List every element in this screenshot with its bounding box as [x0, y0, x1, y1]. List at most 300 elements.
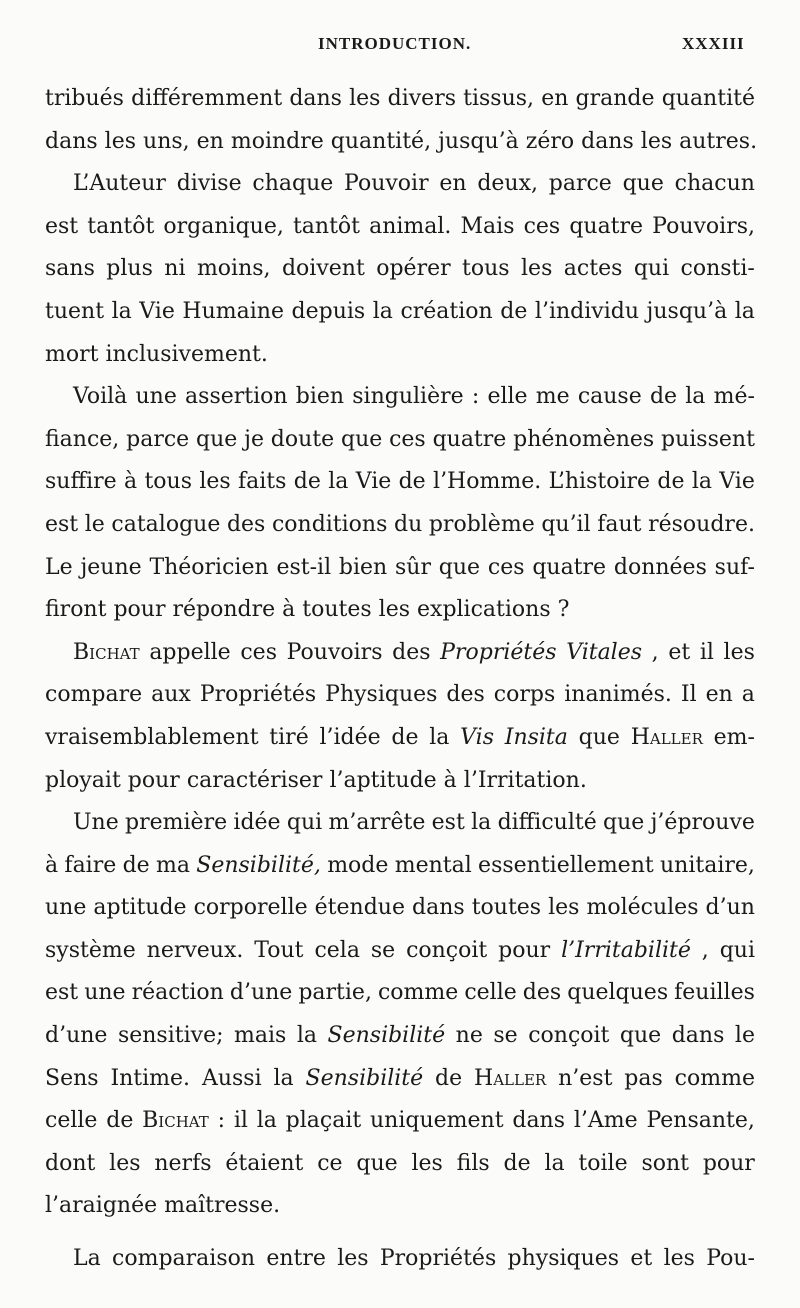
word: L’Auteur — [73, 171, 166, 197]
word: l’idée — [319, 724, 381, 750]
word: la — [328, 469, 349, 495]
word: jusqu’à — [438, 128, 519, 154]
word: doivent — [281, 256, 365, 282]
word: deux, — [477, 171, 538, 197]
word: bien — [338, 554, 388, 580]
word: L’histoire — [548, 469, 651, 495]
word: zéro — [525, 128, 575, 154]
word: résoudre. — [648, 511, 755, 537]
word: Haller — [474, 1065, 547, 1091]
word: des — [392, 639, 431, 665]
word: Voilà — [73, 384, 128, 410]
word: l’Ame — [573, 1108, 638, 1134]
word: conçoit — [406, 937, 488, 963]
word: pas — [624, 1065, 663, 1091]
word: Sensibilité — [327, 1023, 446, 1049]
word: l’araignée — [45, 1193, 158, 1219]
word: quantité, — [330, 128, 432, 154]
word: chacun — [674, 171, 755, 197]
word: tissus, — [463, 86, 535, 111]
word: Haller — [630, 724, 703, 750]
word: dans — [671, 1023, 725, 1049]
word: la — [691, 469, 712, 495]
word: em- — [713, 724, 755, 750]
word: Sens — [45, 1065, 99, 1091]
word: sûr — [395, 554, 431, 580]
word: étaient — [225, 1150, 304, 1176]
word: parce — [126, 426, 190, 452]
word: assertion — [185, 384, 288, 410]
word: Vie — [719, 469, 755, 495]
word: maîtresse. — [164, 1193, 281, 1219]
word: tuent — [45, 298, 105, 324]
word: qu’il — [541, 511, 591, 537]
word: l’Irritation. — [463, 767, 587, 793]
word: Physiques — [325, 682, 438, 708]
word: Théoricien — [149, 554, 269, 580]
text-line — [45, 121, 758, 164]
word: le — [84, 511, 105, 537]
word: Pouvoirs — [286, 639, 383, 665]
word: uns, — [143, 128, 190, 154]
word: les — [337, 1246, 369, 1272]
word: ni — [164, 256, 186, 282]
word: pour — [113, 597, 166, 623]
word: toutes — [302, 597, 372, 623]
text-line — [45, 760, 755, 803]
word: inanimés. — [564, 682, 672, 708]
word: les — [640, 128, 673, 154]
word: ne — [455, 1023, 483, 1049]
word: quantité — [661, 86, 755, 111]
word: consti- — [680, 256, 755, 282]
word: que — [356, 1150, 398, 1176]
word: comme — [674, 1065, 755, 1091]
word: suf- — [714, 554, 755, 580]
word: les — [663, 1246, 695, 1272]
word: qui — [633, 256, 670, 282]
word: feuilles — [674, 980, 755, 1006]
word: que — [438, 554, 481, 580]
word: dans — [45, 128, 98, 154]
text-line — [45, 1100, 755, 1143]
word: Bichat — [73, 639, 140, 665]
text-line — [45, 1143, 755, 1186]
word: moins, — [196, 256, 271, 282]
word: entre — [266, 1246, 326, 1272]
word: mental — [394, 852, 472, 878]
word: les — [109, 1150, 141, 1176]
word: la — [429, 724, 450, 750]
running-head — [0, 30, 800, 60]
word: de — [503, 1150, 531, 1176]
word: se — [493, 1023, 518, 1049]
word: Propriétés — [379, 1246, 497, 1272]
word: mort — [45, 341, 99, 367]
word: nerfs — [154, 1150, 212, 1176]
word: les — [521, 256, 553, 282]
word: phénomènes — [513, 426, 655, 452]
word: que — [340, 426, 383, 452]
word: n’est — [558, 1065, 613, 1091]
word: le — [734, 1023, 755, 1049]
text-line — [45, 504, 755, 547]
word: et — [668, 639, 691, 665]
word: celle — [45, 1108, 98, 1134]
word: de — [649, 384, 678, 410]
word: qui — [719, 937, 755, 963]
word: vraisemblablement — [45, 724, 259, 750]
word: dans — [581, 128, 634, 154]
text-line — [45, 632, 755, 675]
word: est — [45, 511, 79, 537]
word: l’Irritabilité — [561, 937, 691, 963]
word: quatre — [532, 554, 607, 580]
text-line — [45, 547, 755, 590]
word: que — [622, 171, 664, 197]
word: dans — [289, 86, 342, 111]
word: ce — [317, 1150, 343, 1176]
word: en — [541, 86, 569, 111]
word: en — [196, 128, 224, 154]
word: des — [522, 980, 562, 1006]
word: : — [217, 1108, 226, 1134]
word: : — [471, 384, 480, 410]
word: cause — [577, 384, 642, 410]
word: Pouvoir — [344, 171, 429, 197]
text-line — [45, 674, 755, 717]
word: la — [296, 1023, 317, 1049]
word: je — [244, 426, 264, 452]
word: dont — [45, 1150, 96, 1176]
word: Insita — [504, 724, 568, 750]
word: il — [233, 1108, 248, 1134]
word: toile — [578, 1150, 628, 1176]
word: autres. — [679, 128, 758, 154]
word: du — [393, 511, 423, 537]
word: j’éprouve — [650, 810, 755, 836]
word: nerveux. — [146, 937, 244, 963]
word: compare — [45, 682, 143, 708]
word: quelques — [567, 980, 669, 1006]
text-line — [45, 1238, 755, 1281]
word: problème — [428, 511, 535, 537]
word: aux — [151, 682, 191, 708]
word: étendue — [314, 895, 405, 921]
word: une — [84, 980, 126, 1006]
word: tantôt — [292, 213, 360, 239]
word: grande — [575, 86, 655, 111]
word: ployait — [45, 767, 121, 793]
word: La — [73, 1246, 101, 1272]
word: Propriétés — [440, 639, 557, 665]
word: inclusivement. — [105, 341, 268, 367]
word: comme — [377, 980, 459, 1006]
word: suffire — [45, 469, 117, 495]
word: ces — [389, 426, 426, 452]
word: données — [613, 554, 707, 580]
word: l’Homme. — [433, 469, 542, 495]
text-line — [45, 248, 755, 291]
word: d’une — [45, 1023, 108, 1049]
word: mé- — [713, 384, 755, 410]
word: difficulté — [497, 810, 597, 836]
word: de — [106, 1108, 134, 1134]
word: à — [282, 597, 296, 623]
word: création — [400, 298, 493, 324]
word: tribués — [45, 86, 124, 111]
word: Tout — [254, 937, 304, 963]
word: Intime. — [110, 1065, 191, 1091]
word: explications — [417, 597, 551, 623]
word: corporelle — [193, 895, 308, 921]
word: se — [370, 937, 396, 963]
word: partie, — [298, 980, 372, 1006]
word: les — [411, 1150, 443, 1176]
word: sont — [641, 1150, 689, 1176]
word: réaction — [131, 980, 224, 1006]
word: Vie — [355, 469, 392, 495]
word: chaque — [252, 171, 334, 197]
word: Propriétés — [199, 682, 317, 708]
word: tous — [144, 469, 192, 495]
word: Vis — [460, 724, 494, 750]
text-line — [45, 419, 755, 462]
word: faits — [238, 469, 287, 495]
word: Pouvoirs, — [652, 213, 755, 239]
word: une — [135, 384, 177, 410]
word: la — [273, 1065, 294, 1091]
word: tous — [462, 256, 510, 282]
word: Vie — [139, 298, 175, 324]
word: est-il — [276, 554, 332, 580]
word: cela — [314, 937, 360, 963]
text-line — [45, 291, 755, 334]
word: est — [45, 213, 79, 239]
word: Le — [45, 554, 73, 580]
word: faire — [64, 852, 117, 878]
word: Une — [73, 810, 119, 836]
word: catalogue — [111, 511, 221, 537]
word: plaçait — [285, 1108, 362, 1134]
word: fiance, — [45, 426, 120, 452]
word: mais — [234, 1023, 287, 1049]
text-line — [45, 334, 755, 377]
word: de — [293, 469, 321, 495]
word: les — [349, 86, 381, 111]
word: est — [431, 810, 465, 836]
word: il — [699, 639, 714, 665]
word: ces — [240, 639, 277, 665]
word: des — [226, 511, 266, 537]
text-line — [45, 802, 755, 845]
word: me — [535, 384, 570, 410]
word: l’individu — [534, 298, 639, 324]
word: conçoit — [528, 1023, 610, 1049]
word: celle — [464, 980, 517, 1006]
word: parce — [548, 171, 612, 197]
word: essentiellement — [478, 852, 654, 878]
word: la — [734, 298, 755, 324]
word: à — [124, 469, 138, 495]
word: quatre — [432, 426, 507, 452]
word: est — [45, 980, 79, 1006]
word: actes — [563, 256, 623, 282]
text-line — [45, 930, 755, 973]
word: en — [439, 171, 467, 197]
word: répondre — [172, 597, 276, 623]
word: caractériser — [186, 767, 323, 793]
word: depuis — [291, 298, 366, 324]
word: Bichat — [142, 1108, 209, 1134]
word: doute — [270, 426, 335, 452]
text-line — [45, 78, 755, 121]
word: moindre — [230, 128, 324, 154]
word: Il — [680, 682, 697, 708]
word: organique, — [163, 213, 284, 239]
word: , — [651, 639, 659, 665]
word: idée — [233, 810, 281, 836]
word: molécules — [586, 895, 699, 921]
word: des — [446, 682, 485, 708]
word: la — [544, 1150, 565, 1176]
word: en — [705, 682, 733, 708]
word: les — [378, 597, 411, 623]
word: différemment — [131, 86, 283, 111]
word: a — [741, 682, 755, 708]
word: la — [372, 298, 393, 324]
text-line — [45, 163, 755, 206]
running-head-title: INTRODUCTION. — [318, 34, 472, 53]
word: ? — [557, 597, 570, 623]
word: qui — [286, 810, 323, 836]
word: divise — [176, 171, 242, 197]
text-line — [45, 589, 755, 632]
word: comparaison — [112, 1246, 256, 1272]
word: plus — [106, 256, 153, 282]
text-line — [45, 887, 755, 930]
text-line — [45, 1015, 755, 1058]
word: de — [435, 1065, 463, 1091]
word: elle — [487, 384, 528, 410]
word: les — [199, 469, 231, 495]
word: fils — [456, 1150, 490, 1176]
word: dans — [512, 1108, 566, 1134]
word: quatre — [569, 213, 644, 239]
text-line — [45, 1058, 755, 1101]
word: physiques — [507, 1246, 620, 1272]
word: de — [122, 852, 150, 878]
word: de — [500, 298, 528, 324]
word: à — [45, 852, 59, 878]
word: de — [657, 469, 685, 495]
word: d’une — [229, 980, 293, 1006]
word: uniquement — [370, 1108, 504, 1134]
word: Pensante, — [646, 1108, 755, 1134]
word: animal. — [369, 213, 452, 239]
text-line — [45, 461, 755, 504]
word: , — [701, 937, 709, 963]
word: toutes — [471, 895, 542, 921]
word: tantôt — [87, 213, 155, 239]
word: ma — [155, 852, 190, 878]
word: Humaine — [182, 298, 284, 324]
word: bien — [295, 384, 345, 410]
text-line — [45, 376, 755, 419]
word: puissent — [661, 426, 755, 452]
word: pour — [702, 1150, 755, 1176]
word: la — [685, 384, 706, 410]
word: dans — [412, 895, 465, 921]
word: divers — [387, 86, 456, 111]
word: les — [104, 128, 137, 154]
word: firont — [45, 597, 107, 623]
body-text — [45, 78, 758, 1281]
word: que — [196, 426, 238, 452]
word: les — [723, 639, 755, 665]
word: que — [578, 724, 620, 750]
text-line — [45, 972, 755, 1015]
word: corps — [493, 682, 556, 708]
word: unitaire, — [660, 852, 755, 878]
word: Mais — [460, 213, 515, 239]
word: système — [45, 937, 136, 963]
word: une — [45, 895, 87, 921]
word: faut — [597, 511, 642, 537]
word: à — [443, 767, 457, 793]
word: Aussi — [201, 1065, 262, 1091]
word: les — [548, 895, 580, 921]
word: conditions — [271, 511, 388, 537]
word: Sensibilité — [305, 1065, 424, 1091]
word: l’aptitude — [329, 767, 437, 793]
word: pour — [127, 767, 180, 793]
word: opérer — [376, 256, 451, 282]
text-line — [45, 206, 755, 249]
word: aptitude — [93, 895, 187, 921]
word: singulière — [352, 384, 464, 410]
word: d’un — [705, 895, 755, 921]
word: Pou- — [706, 1246, 755, 1272]
word: pour — [498, 937, 551, 963]
word: jusqu’à — [646, 298, 728, 324]
word: Sensibilité, — [196, 852, 321, 878]
word: de — [391, 724, 419, 750]
word: la — [111, 298, 132, 324]
page-number: XXXIII — [682, 34, 745, 53]
word: tiré — [269, 724, 309, 750]
text-line — [45, 717, 755, 760]
word: jeune — [80, 554, 142, 580]
word: ces — [487, 554, 525, 580]
word: mode — [327, 852, 389, 878]
word: première — [125, 810, 228, 836]
text-line — [45, 1185, 755, 1228]
word: la — [256, 1108, 277, 1134]
word: ces — [523, 213, 561, 239]
word: sensitive; — [117, 1023, 224, 1049]
text-line — [45, 845, 755, 888]
word: appelle — [149, 639, 231, 665]
word: sans — [45, 256, 95, 282]
word: que — [619, 1023, 662, 1049]
word: Vitales — [566, 639, 643, 665]
word: la — [471, 810, 492, 836]
word: de — [398, 469, 426, 495]
word: que — [603, 810, 645, 836]
word: et — [630, 1246, 653, 1272]
word: m’arrête — [328, 810, 426, 836]
